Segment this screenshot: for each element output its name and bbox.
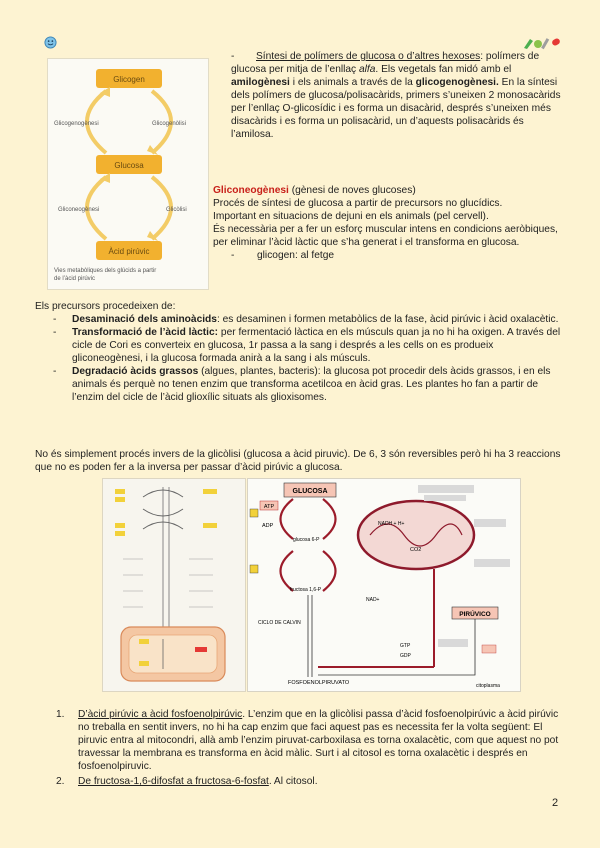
irreversible-steps-list	[56, 708, 564, 788]
synthesis-text-3: i els animals a través de la	[289, 77, 416, 88]
step-title: De fructosa-1,6-difosfat a fructosa-6-fosfat	[78, 776, 269, 787]
precursor-item-text: per fermentació làctica en els músculs quan ja no hi ha oxigen. A través del cicle de Cori es converteix en glucosa, 1r passa a la sang i després a les cells on es produeix gliconeogènesi, i la glucosa formada anirà a la sang i als músculs.	[72, 327, 561, 364]
synthesis-item	[213, 50, 563, 141]
step-text: . L’enzim que en la glicòlisi passa d’àcid fosfoenolpirúvic a àcid pirúvic no treballa en sentit invers, no hi ha cap enzim que faci aquest pas es necessita fer la volta següent: El piruvic entra al mitocondri, allà amb l’enzim piruvat-carboxilasa es torna oxalacètic, com que aquest no pot travessar la membrana es transforma en àcid màlic. Surt i al citosol es torna oxalacètic i després en fosfoenolpiruvic.	[78, 709, 559, 772]
glycogen-liver-text: glicogen: al fetge	[257, 250, 335, 261]
synthesis-alfa: alfa	[358, 64, 376, 75]
cytoplasm-label: citoplasma	[476, 683, 500, 689]
step-text: . Al citosol.	[268, 776, 318, 787]
bullet-dash: -	[53, 327, 57, 338]
glycolysis-gluconeogenesis-diagram	[102, 478, 246, 692]
glucose6p-label: glucosa 6-P	[293, 537, 320, 543]
precursor-item	[35, 365, 563, 404]
pyruvate-label: PIRÚVICO	[459, 611, 491, 618]
science-tools-icon	[522, 36, 564, 50]
synthesis-text-4: En la síntesi dels polímers de glucosa/polisacàrids, primers s’uneixen 2 monosacàrids per l’enllaç O-glicosídic i es forma un disacàrid, després s’uneixen més disacàrids i es forma un polisacàrid, un d’aquests polisacàrids és l’amilosa.	[231, 77, 561, 140]
step-item	[56, 708, 564, 773]
gtp-label: GTP	[400, 643, 411, 649]
step-number: 1.	[56, 709, 65, 720]
gdp-label: GDP	[400, 653, 411, 659]
synthesis-amylogenesis: amilogènesi	[231, 77, 290, 88]
bullet-dash: -	[53, 314, 57, 325]
pep-label: FOSFOENOLPIRUVATO	[288, 680, 350, 686]
glucose-node-label: Glucosa	[114, 161, 144, 170]
precursor-item	[35, 313, 563, 326]
nad-label: NAD+	[366, 597, 380, 603]
synthesis-glycogenogenesis: glicogenogènesi.	[415, 77, 499, 88]
gluconeogenesis-subtitle: (gènesi de noves glucoses)	[288, 185, 416, 196]
page-number: 2	[552, 797, 559, 809]
synthesis-section	[213, 50, 563, 141]
precursor-item	[35, 326, 563, 365]
smiley-face-icon	[44, 36, 57, 49]
co2-label: CO2	[410, 547, 422, 553]
precursor-item-text: : es desaminen i formen metabòlics de la fase, àcid pirúvic i àcid oxalacètic.	[216, 314, 559, 325]
gluconeogenesis-section	[213, 184, 563, 262]
step-title: D’àcid pirúvic a àcid fosfoenolpirúvic	[78, 709, 243, 720]
reversibility-paragraph: No és simplement procés invers de la glicòlisi (glucosa a àcid piruvic). De 6, 3 són reversibles però hi ha 3 reaccions que no es poden fer a la inversa per passar d’àcid pirúvic a glucosa.	[35, 449, 561, 473]
precursors-intro: Els precursors procedeixen de:	[35, 301, 176, 312]
step-number: 2.	[56, 776, 65, 787]
synthesis-text-1: : polímers de glucosa per mitja de l’enllaç	[231, 51, 540, 75]
synthesis-title: Síntesi de polímers de glucosa o d’altres hexoses	[256, 51, 481, 62]
fructose16p-label: fructosa 1,6-P	[290, 587, 322, 593]
bullet-dash: -	[231, 51, 235, 62]
glycogenogenesis-label: Glicogenogènesi	[54, 121, 99, 127]
precursor-item-title: Transformació de l’àcid làctic:	[72, 327, 219, 338]
step-item	[56, 775, 564, 788]
glycogenolysis-label: Glicogenòlisi	[152, 121, 187, 127]
gluconeogenesis-title: Gliconeogènesi	[213, 185, 289, 196]
metabolic-pathways-figure	[47, 58, 209, 290]
precursor-item-title: Desaminació dels aminoàcids	[72, 314, 217, 325]
gluconeogenesis-item	[213, 249, 563, 262]
adp-label: ADP	[262, 523, 274, 529]
gluconeogenesis-pathway-diagram	[247, 478, 521, 692]
gluconeogenesis-label: Gliconeogènesi	[58, 207, 100, 213]
atp-label: ATP	[263, 504, 275, 510]
gluconeogenesis-line1: Procés de síntesi de glucosa a partir de precursors no glucídics.	[213, 198, 503, 209]
gluconeogenesis-line2: Important en situacions de dejuni en els animals (pel cervell).	[213, 211, 489, 222]
figure1-caption-line2: de l’àcid pirúvic	[54, 276, 96, 282]
gluconeogenesis-heading	[213, 184, 563, 197]
precursor-item-text: (algues, plantes, bacteris): la glucosa pot procedir dels àcids grassos, i en els animals és perquè no tenen enzim que transforma acetilcoa en àcid gras. Les plantes ho fan a partir de l’enzim del cicle de l’àcid glioxílic situats als glioxisomes.	[72, 366, 551, 403]
synthesis-text-2: . Els vegetals fan midó amb el	[375, 64, 512, 75]
glycogen-node-label: Glicogen	[113, 75, 145, 84]
glycolysis-label: Glicòlisi	[166, 207, 187, 213]
precursor-item-title: Degradació àcids grassos	[72, 366, 199, 377]
glucose-box-label: GLUCOSA	[292, 488, 328, 495]
gluconeogenesis-line3: És necessària per a fer un esforç muscular intens en condicions aeròbiques, per eliminar l’àcid làctic que s’ha generat i el transforma en glucosa.	[213, 224, 558, 248]
figure1-caption-line1: Vies metabòliques dels glúcids a partir	[54, 268, 157, 274]
calvin-cycle-label: CICLO DE CALVIN	[258, 620, 301, 626]
pyruvic-node-label: Àcid pirúvic	[108, 247, 150, 256]
precursors-section	[35, 300, 563, 404]
nadh-label: NADH + H+	[378, 521, 405, 527]
bullet-dash: -	[53, 366, 57, 377]
bullet-dash: -	[231, 250, 235, 261]
